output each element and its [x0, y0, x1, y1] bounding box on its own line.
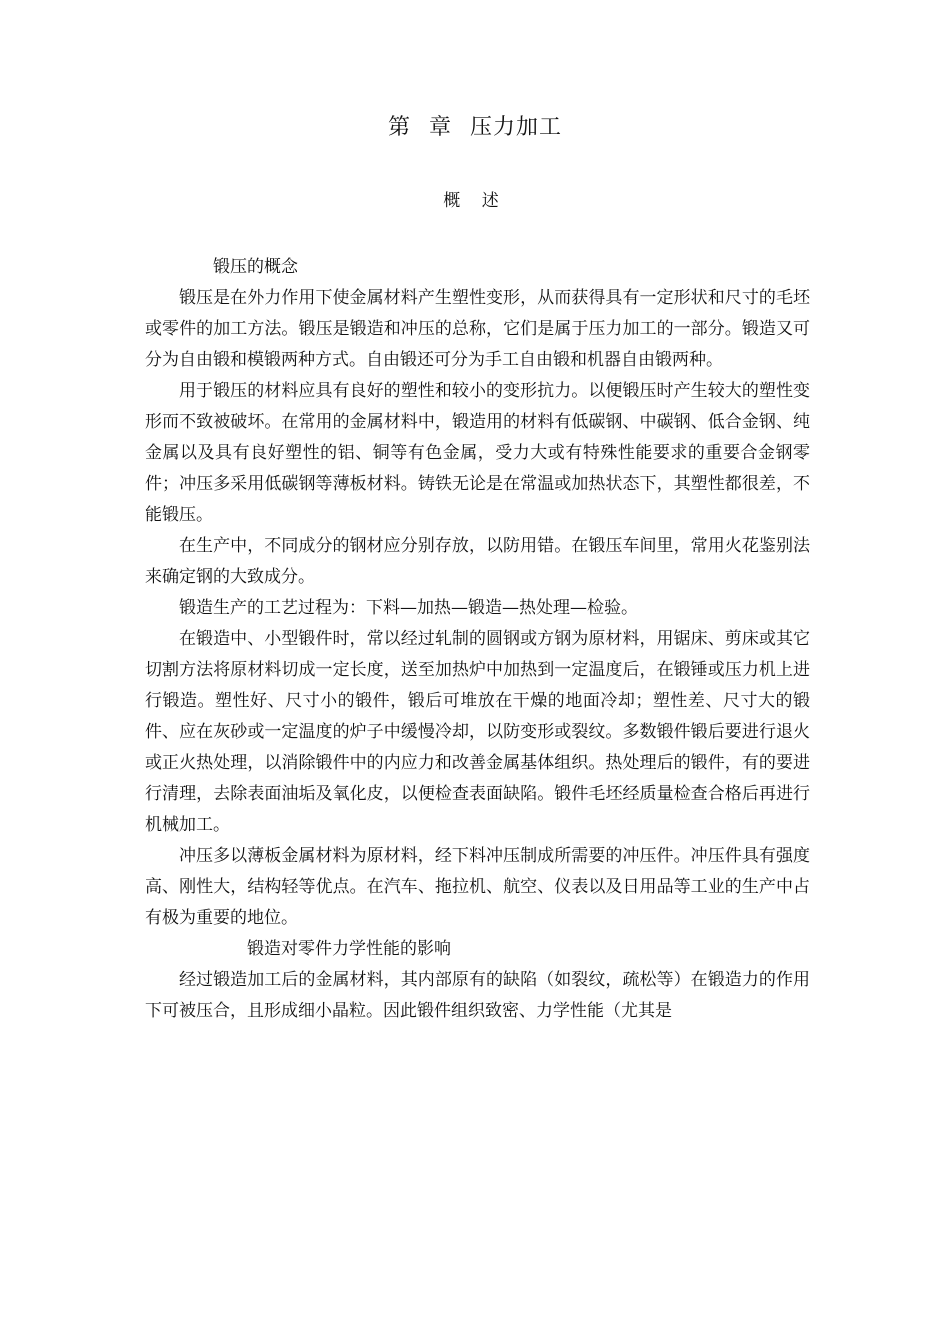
paragraph-6: 冲压多以薄板金属材料为原材料，经下料冲压制成所需要的冲压件。冲压件具有强度高、刚性大，结构轻等优点。在汽车、拖拉机、航空、仪表以及日用品等工业的生产中占有极为重要的地位。 [145, 846, 810, 928]
paragraph-7: 经过锻造加工后的金属材料，其内部原有的缺陷（如裂纹，疏松等）在锻造力的作用下可被压合，且形成细小晶粒。因此锻件组织致密、力学性能（尤其是 [145, 970, 810, 1021]
paragraph-2: 用于锻压的材料应具有良好的塑性和较小的变形抗力。以便锻压时产生较大的塑性变形而不致被破坏。在常用的金属材料中，锻造用的材料有低碳钢、中碳钢、低合金钢、纯金属以及具有良好塑性的铝、铜等有色金属，受力大或有特殊性能要求的重要合金钢零件；冲压多采用低碳钢等薄板材料。铸铁无论是在常温或加热状态下，其塑性都很差，不能锻压。 [145, 381, 810, 525]
paragraph-1: 锻压是在外力作用下使金属材料产生塑性变形，从而获得具有一定形状和尺寸的毛坯或零件的加工方法。锻压是锻造和冲压的总称，它们是属于压力加工的一部分。锻造又可分为自由锻和模锻两种方式。自由锻还可分为手工自由锻和机器自由锻两种。 [145, 288, 810, 370]
subheading-forging-mechanical-properties: 锻造对零件力学性能的影响 [247, 939, 451, 959]
paragraph-4: 锻造生产的工艺过程为：下料—加热—锻造—热处理—检验。 [179, 598, 638, 618]
chapter-title-part1: 第 [387, 115, 411, 140]
section-title: 概 述 [443, 191, 507, 211]
chapter-title-part3: 压力加工 [470, 115, 563, 140]
body-text [145, 252, 810, 1027]
paragraph-3: 在生产中，不同成分的钢材应分别存放，以防用错。在锻压车间里，常用火花鉴别法来确定钢的大致成分。 [145, 536, 810, 587]
paragraph-5: 在锻造中、小型锻件时，常以经过轧制的圆钢或方钢为原材料，用锯床、剪床或其它切割方法将原材料切成一定长度，送至加热炉中加热到一定温度后，在锻锤或压力机上进行锻造。塑性好、尺寸小的锻件，锻后可堆放在干燥的地面冷却；塑性差、尺寸大的锻件、应在灰砂或一定温度的炉子中缓慢冷却，以防变形或裂纹。多数锻件锻后要进行退火或正火热处理，以消除锻件中的内应力和改善金属基体组织。热处理后的锻件，有的要进行清理，去除表面油垢及氧化皮，以便检查表面缺陷。锻件毛坯经质量检查合格后再进行机械加工。 [145, 629, 810, 835]
chapter-title-part2: 章 [428, 115, 452, 140]
subheading-forging-concept: 锻压的概念 [213, 257, 298, 277]
chapter-title [0, 110, 950, 141]
